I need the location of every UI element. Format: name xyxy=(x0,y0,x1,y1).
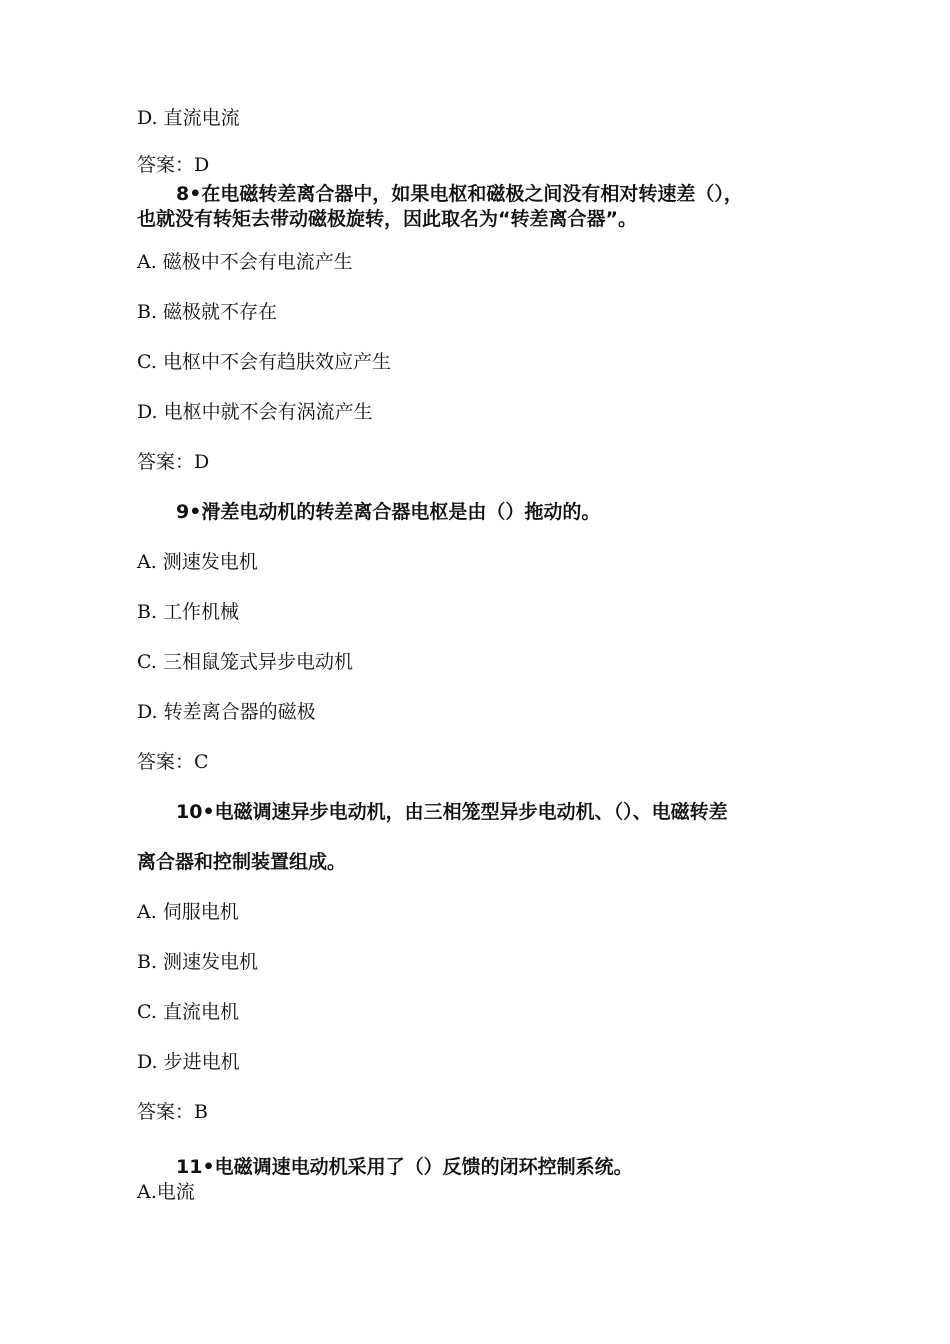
option-c: C. 直流电机 xyxy=(137,1001,239,1023)
option-c: C. 三相鼠笼式异步电动机 xyxy=(137,651,353,673)
option-d: D. 直流电流 xyxy=(137,107,240,129)
option-a: A. 测速发电机 xyxy=(137,551,258,573)
option-b: B. 测速发电机 xyxy=(137,951,259,973)
option-a: A. 磁极中不会有电流产生 xyxy=(137,251,353,273)
option-d: D. 转差离合器的磁极 xyxy=(137,701,316,723)
question-8-line-1: 8•在电磁转差离合器中，如果电枢和磁极之间没有相对转速差（）， xyxy=(176,183,743,205)
question-8-line-2: 也就没有转矩去带动磁极旋转，因此取名为“转差离合器”。 xyxy=(137,208,637,230)
question-10-line-1: 10•电磁调速异步电动机，由三相笼型异步电动机、（）、电磁转差 xyxy=(176,801,728,823)
option-b: B. 工作机械 xyxy=(137,601,240,623)
option-c: C. 电枢中不会有趋肤效应产生 xyxy=(137,351,391,373)
option-d: D. 电枢中就不会有涡流产生 xyxy=(137,401,373,423)
option-a: A.电流 xyxy=(137,1181,195,1203)
answer-line: 答案：C xyxy=(137,751,209,773)
question-10-line-2: 离合器和控制装置组成。 xyxy=(137,851,347,873)
answer-line: 答案：B xyxy=(137,1101,208,1123)
question-9: 9•滑差电动机的转差离合器电枢是由（）拖动的。 xyxy=(176,501,601,523)
answer-line: 答案：D xyxy=(137,451,210,473)
answer-line: 答案：D xyxy=(137,154,210,176)
option-a: A. 伺服电机 xyxy=(137,901,239,923)
option-d: D. 步进电机 xyxy=(137,1051,240,1073)
question-11: 11•电磁调速电动机采用了（）反馈的闭环控制系统。 xyxy=(176,1156,633,1178)
option-b: B. 磁极就不存在 xyxy=(137,301,278,323)
